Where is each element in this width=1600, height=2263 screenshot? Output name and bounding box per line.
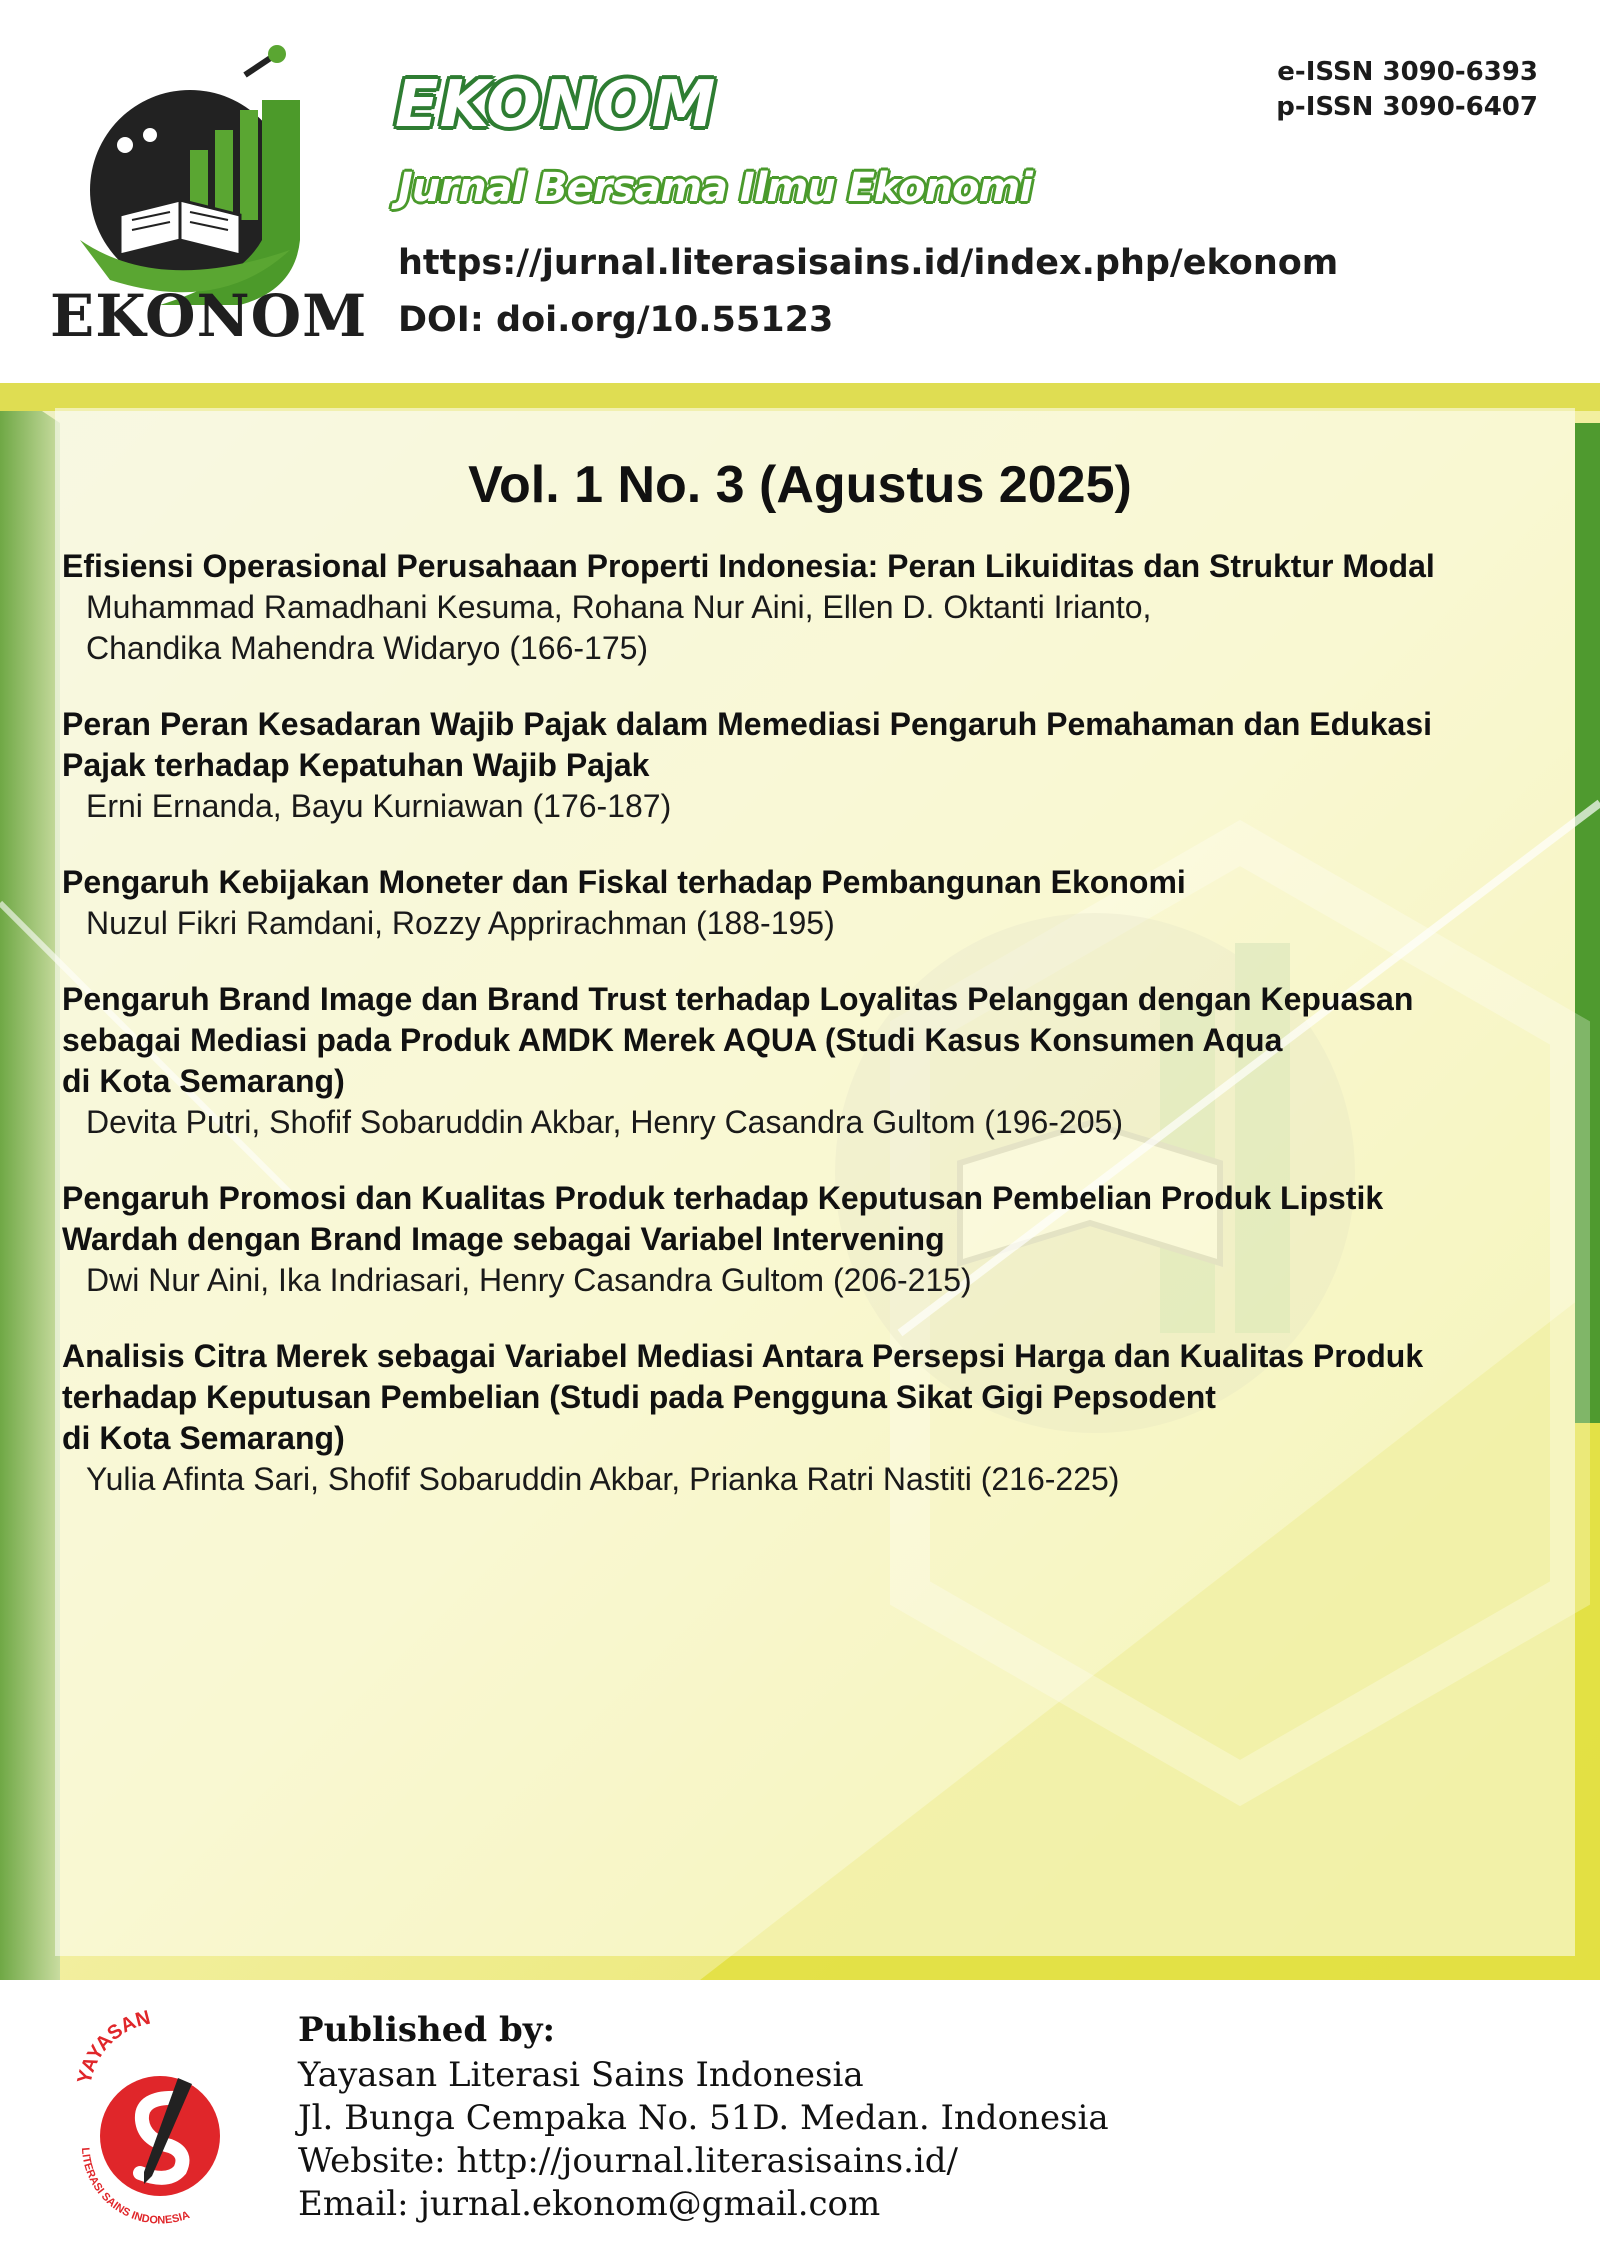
article-entry[interactable] — [62, 979, 1572, 1143]
article-title[interactable]: terhadap Keputusan Pembelian (Studi pada Pengguna Sikat Gigi Pepsodent — [62, 1379, 1216, 1415]
journal-name: EKONOM — [395, 68, 717, 142]
publisher-email[interactable]: Email: jurnal.ekonom@gmail.com — [298, 2184, 881, 2224]
article-entry[interactable] — [62, 1178, 1572, 1301]
publisher-logo-bottom-text: LITERASI SAINS INDONESIA — [78, 2147, 192, 2227]
article-title[interactable]: Pengaruh Kebijakan Moneter dan Fiskal terhadap Pembangunan Ekonomi — [62, 864, 1186, 900]
published-by-label: Published by: — [298, 2010, 556, 2050]
article-title[interactable]: Peran Peran Kesadaran Wajib Pajak dalam Memediasi Pengaruh Pemahaman dan Edukasi — [62, 706, 1433, 742]
article-title[interactable]: Pengaruh Brand Image dan Brand Trust terhadap Loyalitas Pelanggan dengan Kepuasan — [62, 981, 1414, 1017]
article-entry[interactable] — [62, 704, 1572, 827]
e-issn: e-ISSN 3090-6393 — [1277, 57, 1538, 87]
publisher-address: Jl. Bunga Cempaka No. 51D. Medan. Indonesia — [298, 2098, 1109, 2138]
article-entry[interactable] — [62, 862, 1572, 944]
publisher-website[interactable]: Website: http://journal.literasisains.id/ — [298, 2141, 959, 2181]
publisher-logo-icon — [60, 2008, 260, 2228]
publisher-logo-top-text: YAYASAN — [73, 2008, 153, 2086]
article-authors: Dwi Nur Aini, Ika Indriasari, Henry Casandra Gultom (206-215) — [86, 1262, 972, 1298]
article-authors: Chandika Mahendra Widaryo (166-175) — [86, 630, 649, 666]
article-entry[interactable] — [62, 1336, 1572, 1500]
publisher-name: Yayasan Literasi Sains Indonesia — [298, 2055, 864, 2095]
article-authors: Erni Ernanda, Bayu Kurniawan (176-187) — [86, 788, 672, 824]
article-title[interactable]: Efisiensi Operasional Perusahaan Properti Indonesia: Peran Likuiditas dan Struktur Modal — [62, 548, 1435, 584]
journal-doi: DOI: doi.org/10.55123 — [398, 300, 834, 340]
article-title[interactable]: di Kota Semarang) — [62, 1420, 345, 1456]
article-authors: Yulia Afinta Sari, Shofif Sobaruddin Akbar, Prianka Ratri Nastiti (216-225) — [86, 1461, 1120, 1497]
article-title[interactable]: sebagai Mediasi pada Produk AMDK Merek AQUA (Studi Kasus Konsumen Aqua — [62, 1022, 1283, 1058]
article-list — [62, 546, 1572, 1535]
issue-title: Vol. 1 No. 3 (Agustus 2025) — [468, 456, 1132, 514]
article-title[interactable]: Pengaruh Promosi dan Kualitas Produk terhadap Keputusan Pembelian Produk Lipstik — [62, 1180, 1384, 1216]
journal-subtitle: Jurnal Bersama Ilmu Ekonomi — [398, 165, 1032, 211]
article-title[interactable]: Pajak terhadap Kepatuhan Wajib Pajak — [62, 747, 650, 783]
journal-url: https://jurnal.literasisains.id/index.php/ekonom — [398, 243, 1339, 283]
article-title[interactable]: Analisis Citra Merek sebagai Variabel Mediasi Antara Persepsi Harga dan Kualitas Produk — [62, 1338, 1424, 1374]
article-entry[interactable] — [62, 546, 1572, 669]
article-authors: Muhammad Ramadhani Kesuma, Rohana Nur Aini, Ellen D. Oktanti Irianto, — [86, 589, 1152, 625]
article-title[interactable]: di Kota Semarang) — [62, 1063, 345, 1099]
logo-wordmark: EKONOM — [50, 282, 368, 350]
p-issn: p-ISSN 3090-6407 — [1276, 92, 1538, 122]
article-authors: Devita Putri, Shofif Sobaruddin Akbar, Henry Casandra Gultom (196-205) — [86, 1104, 1123, 1140]
article-authors: Nuzul Fikri Ramdani, Rozzy Apprirachman (188-195) — [86, 905, 835, 941]
article-title[interactable]: Wardah dengan Brand Image sebagai Variabel Intervening — [62, 1221, 945, 1257]
